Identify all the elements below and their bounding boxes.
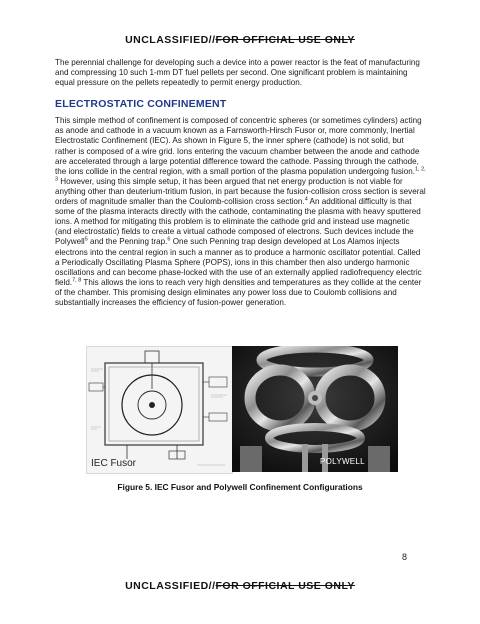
intro-paragraph: The perennial challenge for developing such a device into a power reactor is the feat of manufacturing and compressing 10 such 1-mm DT fuel pellets per second. One significant problem is maintaining equal pressure on the pellets repeatedly to permit energy production.	[55, 58, 420, 88]
polywell-label: POLYWELL	[320, 457, 365, 466]
classification-struck-text: FOR OFFICIAL USE ONLY	[215, 580, 355, 592]
iec-fusor-label: IEC Fusor	[91, 458, 137, 469]
main-content	[55, 58, 427, 308]
body-text-4: and the Penning trap.	[87, 237, 168, 247]
reference-2: 4	[304, 196, 308, 203]
reference-4: 6	[167, 236, 171, 243]
reference-3: 5	[84, 236, 88, 243]
body-text-6: This allows the ions to reach very high densities and temperatures as they collide at the center of the chamber. This promising design eliminates any power loss due to Coulomb collisions and substantially increases the efficiency of fusion-power generation.	[55, 277, 422, 307]
classification-struck-text: FOR OFFICIAL USE ONLY	[215, 34, 355, 46]
classification-marking-bottom	[0, 580, 480, 592]
body-text-1: This simple method of confinement is composed of concentric spheres (or sometimes cylinders) acting as anode and cathode in a vacuum known as a Farnsworth-Hirsch Fusor or, more commonly, Inertial Electrostatic Confinement (IEC). As shown in Figure 5, the inner sphere (cathode) is not solid, but rather is composed of a wire grid. Ions entering the vacuum chamber between the anode and cathode are accelerated through a large potential difference toward the cathode. Passing through the cathode, the ions collide in the central region, with a small portion of the plasma population undergoing fusion.	[55, 116, 422, 176]
reference-1: 1, 2, 3	[55, 166, 426, 183]
electrostatic-paragraph	[55, 116, 427, 308]
iec-fusor-schematic	[87, 347, 232, 473]
body-text-3: An additional difficulty is that some of the plasma interacts directly with the cathode, contaminating the plasma with heavy sputtered ions. A method for mitigating this problem is to eliminate the cathode grid and instead use magnetic (and electrostatic) fields to create a virtual cathode composed of electrons. Such devices include the Polywell	[55, 197, 421, 247]
polywell-photo	[232, 346, 398, 472]
body-text-2: However, using this simple setup, it has been argued that net energy production is not viable for anything other than deuterium-tritium fusion, in part because the fusion-collision cross section is several orders of magnitude smaller than the Coulomb-collision cross section.	[55, 176, 426, 207]
reference-5: 7, 8	[72, 277, 82, 284]
figure-5	[86, 346, 398, 472]
classification-prefix: UNCLASSIFIED//	[125, 34, 216, 46]
classification-marking-top	[0, 34, 480, 46]
classification-prefix: UNCLASSIFIED//	[125, 580, 216, 592]
page-number: 8	[402, 552, 408, 562]
iec-fusor-diagram	[86, 346, 233, 474]
polywell-device-illustration	[232, 346, 398, 472]
body-text-5: One such Penning trap design developed at Los Alamos injects electrons into the central region in such a manner as to produce a harmonic oscillator potential. Called a Periodically Oscillating Plasma Sphere (POPS), ions in this chamber then also undergo harmonic oscillations and can become phase-locked with the use of an externally applied radiofrequency electric field.	[55, 237, 422, 287]
section-heading: ELECTROSTATIC CONFINEMENT	[55, 98, 227, 111]
figure-caption: Figure 5. IEC Fusor and Polywell Confinement Configurations	[117, 482, 363, 492]
